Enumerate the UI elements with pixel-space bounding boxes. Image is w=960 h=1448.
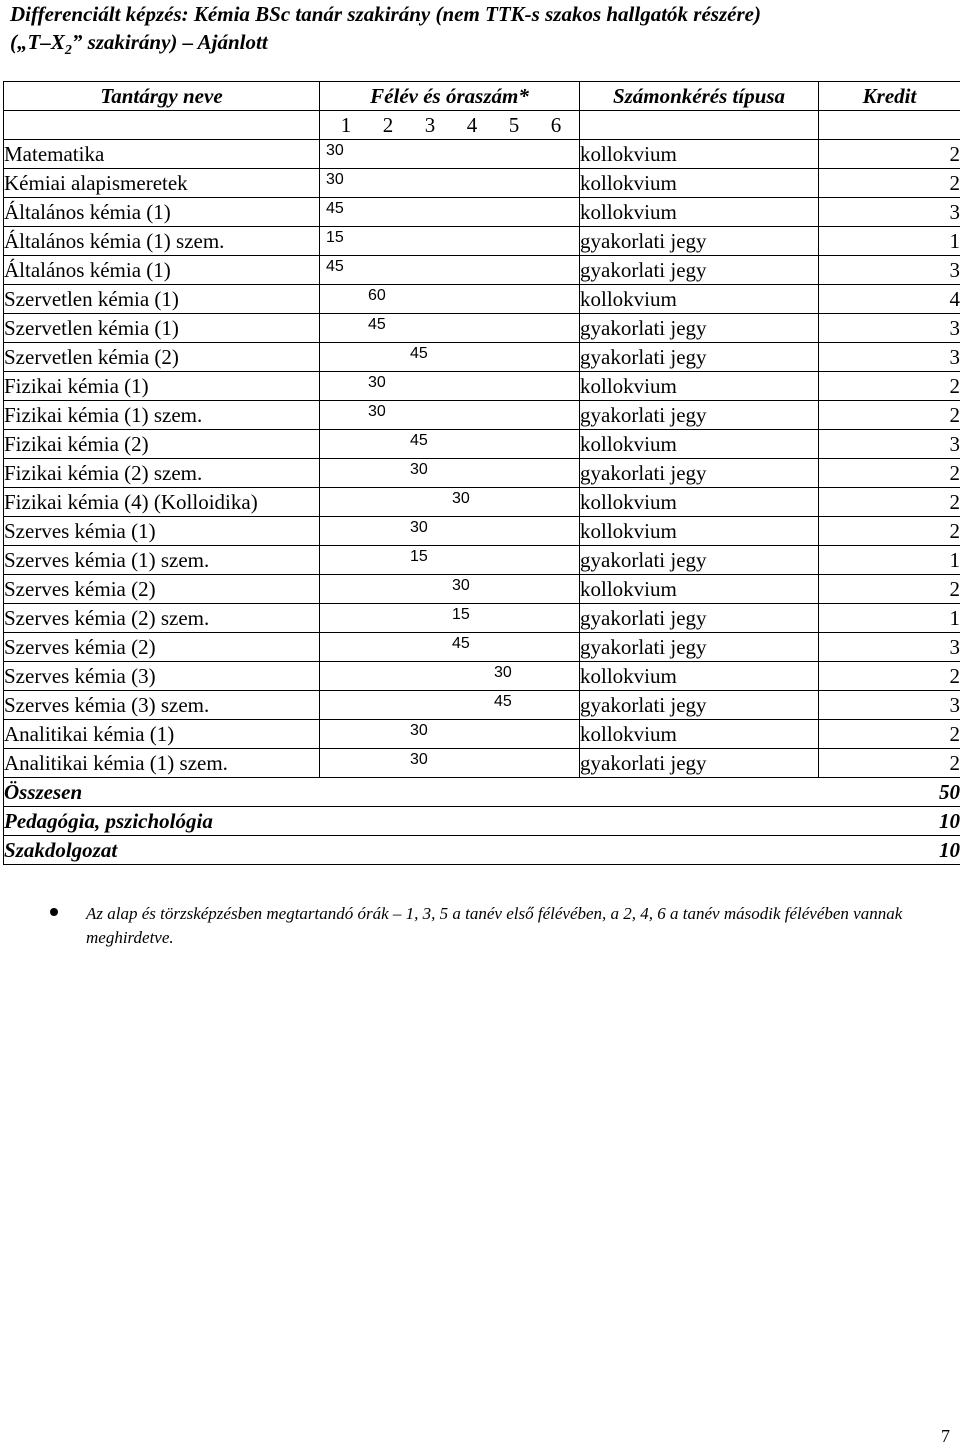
hours-value: 45 (326, 258, 344, 275)
curriculum-table (3, 81, 960, 865)
hours-value: 45 (494, 693, 512, 710)
table-row (4, 488, 960, 517)
credit-value: 2 (819, 488, 960, 517)
subject-name: Fizikai kémia (4) (Kolloidika) (4, 488, 320, 517)
exam-type: gyakorlati jegy (580, 256, 819, 285)
semester-row-spacer (4, 111, 320, 140)
semester-row-spacer (580, 111, 819, 140)
title-line-2-start: („T–X (10, 30, 65, 54)
footnote (50, 902, 930, 950)
subject-name: Analitikai kémia (1) szem. (4, 749, 320, 778)
footnote-text: Az alap és törzsképzésben megtartandó órák – 1, 3, 5 a tanév első félévében, a 2, 4, 6 a tanév második félévében vannak meghirdetve. (86, 904, 903, 947)
hours-value: 15 (410, 548, 428, 565)
hours-value: 30 (368, 374, 386, 391)
total-label: Pedagógia, pszichológia (4, 807, 320, 836)
semester-hours-cell (320, 343, 580, 372)
subject-name: Szerves kémia (3) szem. (4, 691, 320, 720)
title-line-2-end: ” szakirány) – Ajánlott (71, 30, 268, 54)
table-row (4, 691, 960, 720)
table-row (4, 401, 960, 430)
exam-type: kollokvium (580, 720, 819, 749)
total-label: Szakdolgozat (4, 836, 320, 865)
subject-name: Szerves kémia (1) (4, 517, 320, 546)
semester-hours-cell (320, 749, 580, 778)
credit-value: 2 (819, 140, 960, 169)
semester-hours-cell (320, 140, 580, 169)
exam-type: gyakorlati jegy (580, 459, 819, 488)
credit-value: 2 (819, 169, 960, 198)
header-row (4, 82, 960, 111)
hours-value: 30 (326, 171, 344, 188)
total-row (4, 836, 960, 865)
title-line-2 (10, 28, 950, 65)
total-label: Összesen (4, 778, 320, 807)
exam-type: gyakorlati jegy (580, 633, 819, 662)
subject-name: Szervetlen kémia (1) (4, 285, 320, 314)
table-row (4, 140, 960, 169)
hours-value: 30 (326, 142, 344, 159)
semester-numbers (320, 111, 580, 140)
title-subscript: 2 (64, 43, 72, 59)
semester-hours-cell (320, 691, 580, 720)
table-row (4, 198, 960, 227)
credit-value: 3 (819, 314, 960, 343)
subject-name: Szerves kémia (1) szem. (4, 546, 320, 575)
semester-hours-cell (320, 372, 580, 401)
hours-value: 45 (452, 635, 470, 652)
credit-value: 3 (819, 430, 960, 459)
credit-value: 3 (819, 198, 960, 227)
total-spacer (320, 778, 580, 807)
semester-hours-cell (320, 459, 580, 488)
table-row (4, 169, 960, 198)
credit-value: 2 (819, 459, 960, 488)
subject-name: Analitikai kémia (1) (4, 720, 320, 749)
table-row (4, 662, 960, 691)
hours-value: 60 (368, 287, 386, 304)
semester-hours-cell (320, 198, 580, 227)
hours-value: 45 (326, 200, 344, 217)
hours-value: 15 (326, 229, 344, 246)
hours-value: 30 (452, 490, 470, 507)
semester-hours-cell (320, 488, 580, 517)
table-row (4, 285, 960, 314)
table-row (4, 227, 960, 256)
credit-value: 2 (819, 662, 960, 691)
table-row (4, 372, 960, 401)
subject-name: Általános kémia (1) (4, 256, 320, 285)
credit-value: 2 (819, 517, 960, 546)
credit-value: 2 (819, 749, 960, 778)
header-subject-name: Tantárgy neve (4, 82, 320, 111)
table-row (4, 575, 960, 604)
subject-name: Szerves kémia (3) (4, 662, 320, 691)
hours-value: 30 (410, 722, 428, 739)
subject-name: Szerves kémia (2) (4, 575, 320, 604)
credit-value: 3 (819, 633, 960, 662)
table-row (4, 256, 960, 285)
hours-value: 30 (368, 403, 386, 420)
hours-value: 30 (410, 461, 428, 478)
total-spacer (580, 778, 819, 807)
header-semester-hours: Félév és óraszám* (320, 82, 580, 111)
semester-hours-cell (320, 314, 580, 343)
semester-hours-cell (320, 575, 580, 604)
exam-type: kollokvium (580, 662, 819, 691)
total-credit: 50 (819, 778, 960, 807)
subject-name: Általános kémia (1) szem. (4, 227, 320, 256)
exam-type: kollokvium (580, 198, 819, 227)
total-row (4, 807, 960, 836)
credit-value: 1 (819, 546, 960, 575)
total-spacer (320, 807, 580, 836)
hours-value: 30 (494, 664, 512, 681)
exam-type: kollokvium (580, 140, 819, 169)
semester-number: 4 (466, 112, 478, 137)
subject-name: Fizikai kémia (1) szem. (4, 401, 320, 430)
exam-type: gyakorlati jegy (580, 604, 819, 633)
title-line-1: Differenciált képzés: Kémia BSc tanár szakirány (nem TTK-s szakos hallgatók részére) (10, 2, 761, 26)
subject-name: Fizikai kémia (2) szem. (4, 459, 320, 488)
semester-hours-cell (320, 430, 580, 459)
table-row (4, 430, 960, 459)
exam-type: gyakorlati jegy (580, 227, 819, 256)
semester-number: 5 (508, 112, 520, 137)
subject-name: Matematika (4, 140, 320, 169)
semester-number: 1 (340, 112, 352, 137)
semester-hours-cell (320, 604, 580, 633)
semester-hours-cell (320, 517, 580, 546)
hours-value: 45 (410, 345, 428, 362)
exam-type: gyakorlati jegy (580, 691, 819, 720)
credit-value: 2 (819, 720, 960, 749)
semester-hours-cell (320, 720, 580, 749)
exam-type: kollokvium (580, 372, 819, 401)
credit-value: 1 (819, 604, 960, 633)
hours-value: 30 (410, 519, 428, 536)
credit-value: 3 (819, 691, 960, 720)
exam-type: kollokvium (580, 285, 819, 314)
hours-value: 45 (368, 316, 386, 333)
credit-value: 4 (819, 285, 960, 314)
subject-name: Szerves kémia (2) szem. (4, 604, 320, 633)
total-spacer (580, 836, 819, 865)
credit-value: 1 (819, 227, 960, 256)
table-row (4, 314, 960, 343)
credit-value: 2 (819, 575, 960, 604)
total-credit: 10 (819, 807, 960, 836)
table-row (4, 633, 960, 662)
credit-value: 3 (819, 256, 960, 285)
table-row (4, 459, 960, 488)
table-row (4, 604, 960, 633)
exam-type: kollokvium (580, 575, 819, 604)
header-exam-type: Számonkérés típusa (580, 82, 819, 111)
semester-number-row (4, 111, 960, 140)
subject-name: Általános kémia (1) (4, 198, 320, 227)
table-row (4, 720, 960, 749)
exam-type: gyakorlati jegy (580, 546, 819, 575)
total-spacer (320, 836, 580, 865)
semester-hours-cell (320, 401, 580, 430)
table-row (4, 343, 960, 372)
semester-hours-cell (320, 169, 580, 198)
semester-number: 2 (382, 112, 394, 137)
exam-type: kollokvium (580, 517, 819, 546)
exam-type: kollokvium (580, 169, 819, 198)
exam-type: gyakorlati jegy (580, 749, 819, 778)
semester-number: 6 (550, 112, 562, 137)
table-row (4, 749, 960, 778)
page-number: 7 (941, 1426, 950, 1446)
semester-hours-cell (320, 633, 580, 662)
document-title (10, 0, 950, 65)
semester-hours-cell (320, 256, 580, 285)
subject-name: Kémiai alapismeretek (4, 169, 320, 198)
subject-name: Fizikai kémia (2) (4, 430, 320, 459)
table-row (4, 517, 960, 546)
table-row (4, 546, 960, 575)
subject-name: Szervetlen kémia (1) (4, 314, 320, 343)
total-row (4, 778, 960, 807)
exam-type: kollokvium (580, 488, 819, 517)
subject-name: Szerves kémia (2) (4, 633, 320, 662)
semester-hours-cell (320, 546, 580, 575)
semester-number: 3 (424, 112, 436, 137)
total-credit: 10 (819, 836, 960, 865)
exam-type: gyakorlati jegy (580, 343, 819, 372)
exam-type: gyakorlati jegy (580, 314, 819, 343)
header-credit: Kredit (819, 82, 960, 111)
exam-type: gyakorlati jegy (580, 401, 819, 430)
semester-hours-cell (320, 662, 580, 691)
semester-hours-cell (320, 227, 580, 256)
semester-row-spacer (819, 111, 960, 140)
total-spacer (580, 807, 819, 836)
subject-name: Szervetlen kémia (2) (4, 343, 320, 372)
credit-value: 2 (819, 401, 960, 430)
exam-type: kollokvium (580, 430, 819, 459)
hours-value: 30 (452, 577, 470, 594)
semester-hours-cell (320, 285, 580, 314)
credit-value: 2 (819, 372, 960, 401)
credit-value: 3 (819, 343, 960, 372)
hours-value: 30 (410, 751, 428, 768)
hours-value: 15 (452, 606, 470, 623)
subject-name: Fizikai kémia (1) (4, 372, 320, 401)
hours-value: 45 (410, 432, 428, 449)
